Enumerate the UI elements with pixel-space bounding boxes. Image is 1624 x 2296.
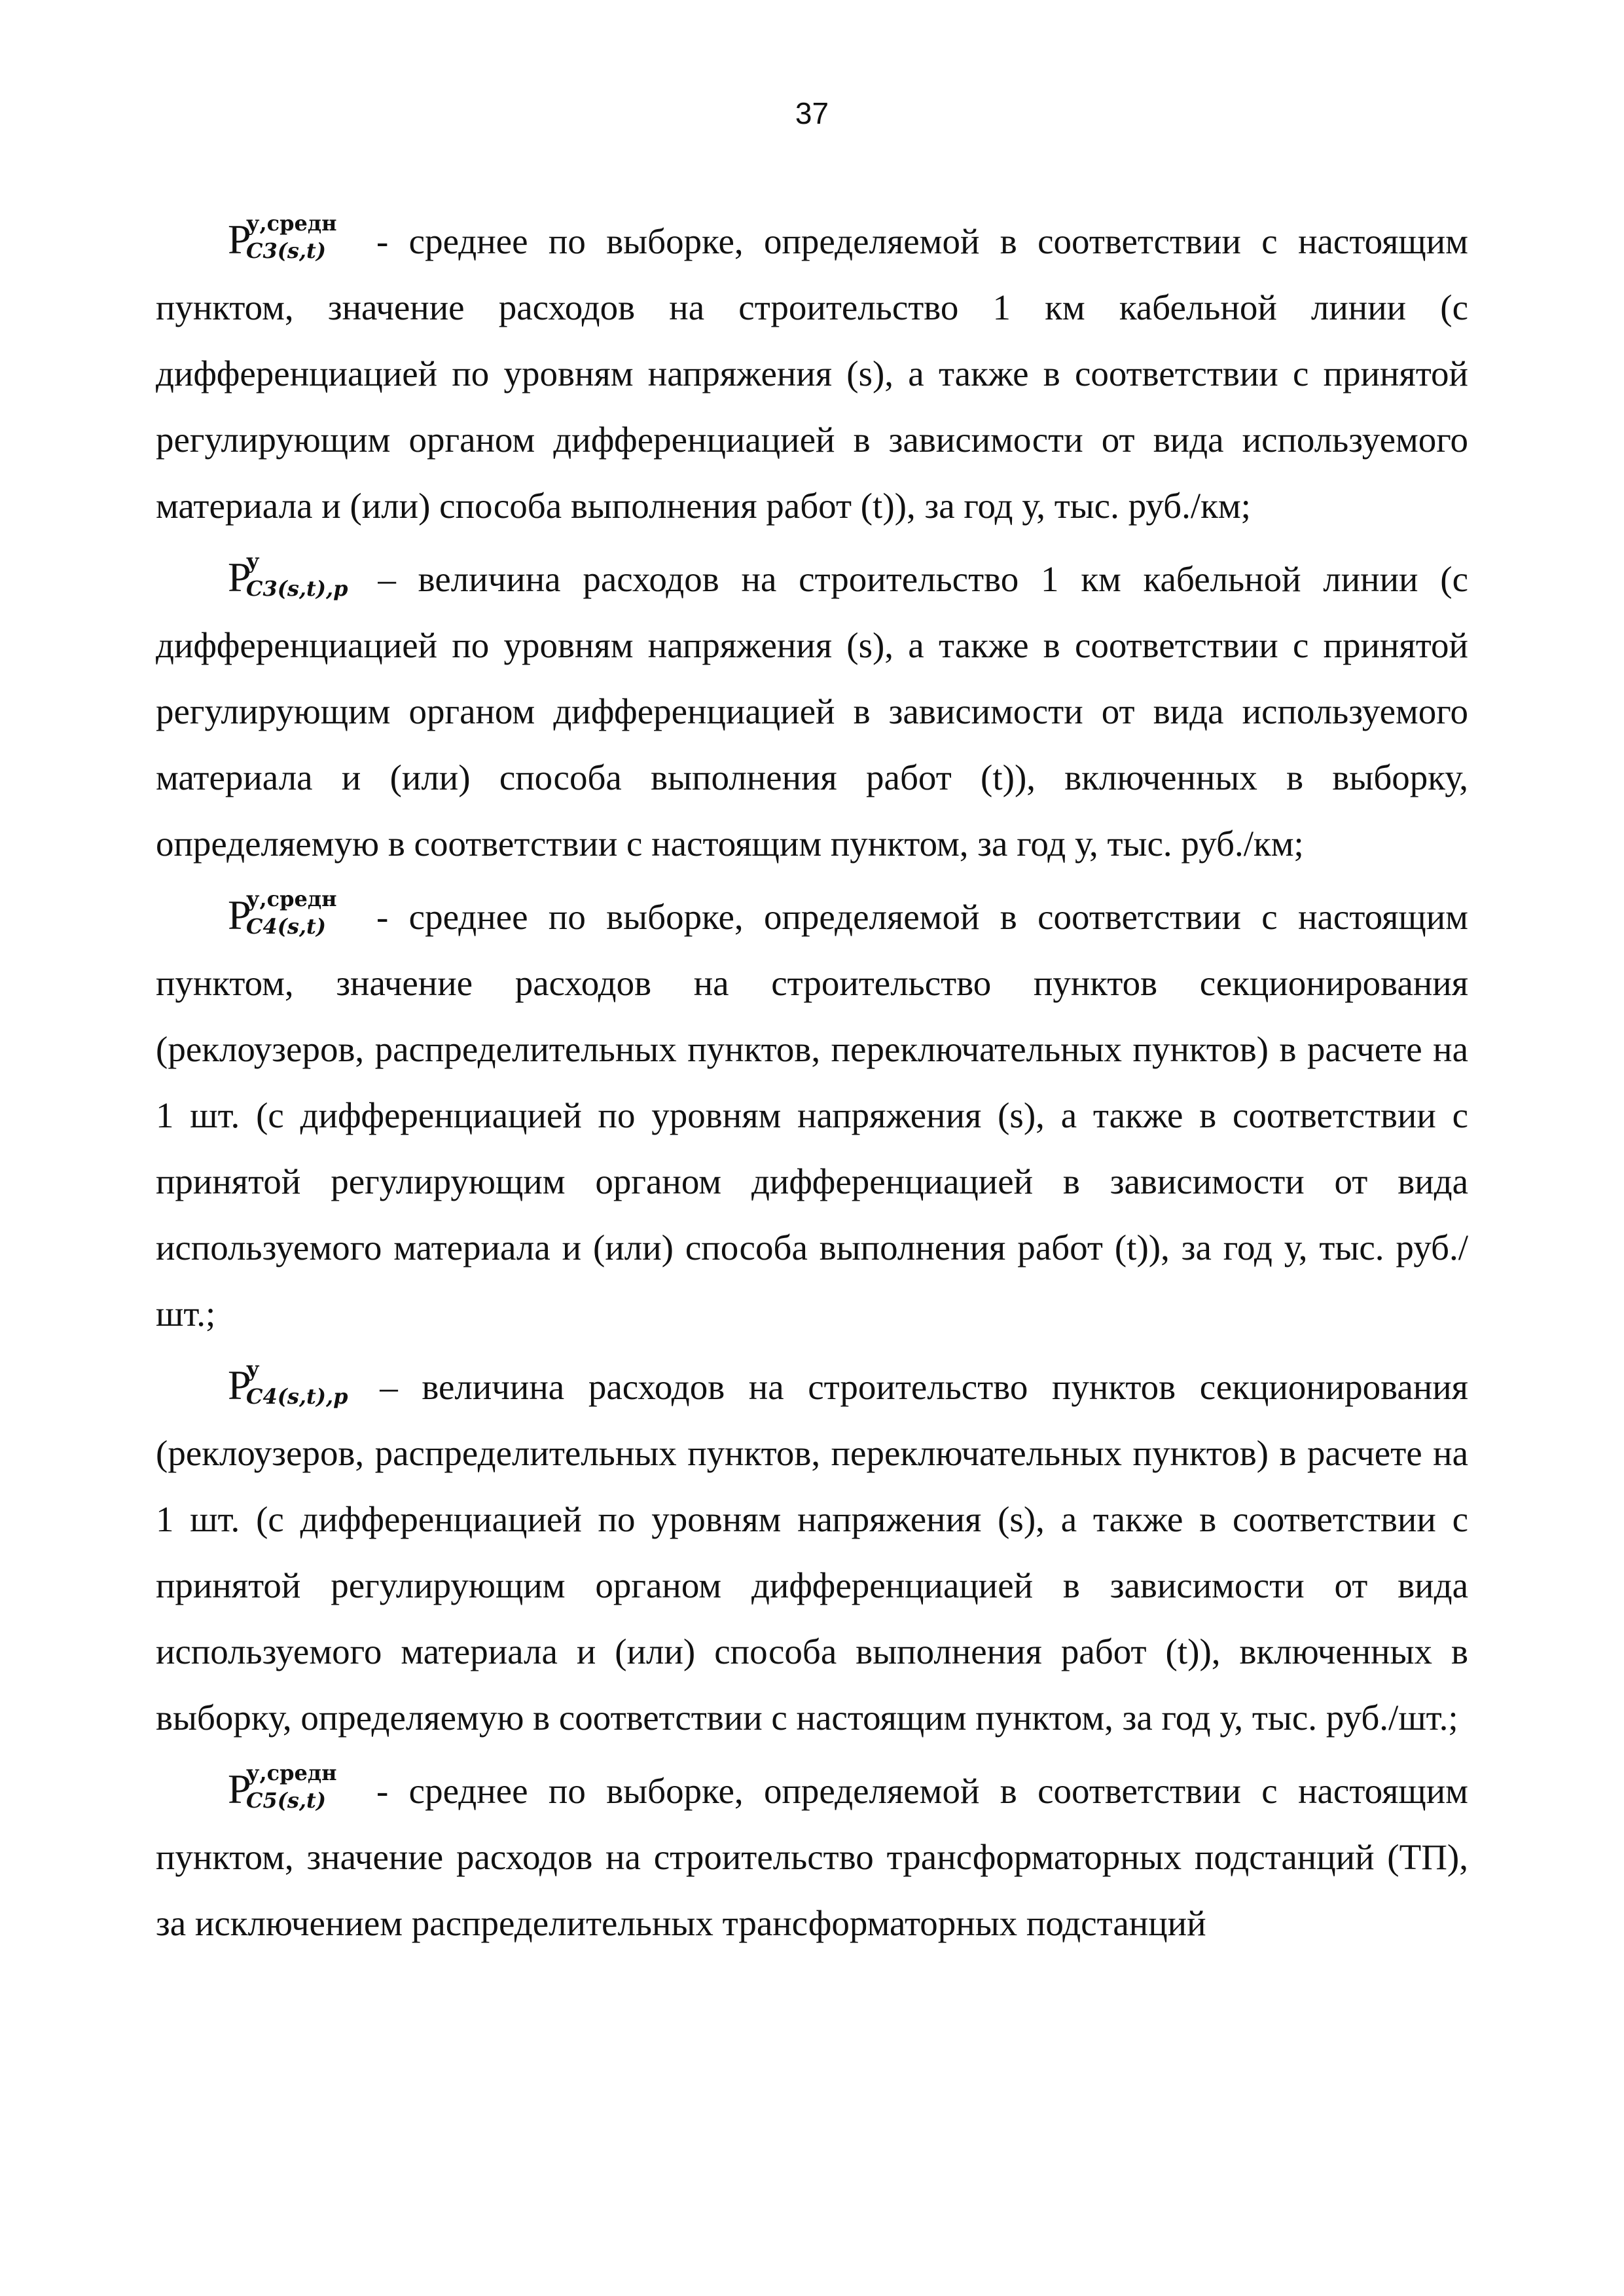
formula-symbol bbox=[228, 1756, 356, 1824]
symbol-base: P bbox=[228, 554, 251, 600]
formula-symbol bbox=[228, 882, 356, 950]
formula-symbol bbox=[228, 544, 356, 612]
page-number: 37 bbox=[795, 96, 829, 130]
definitions-list bbox=[156, 206, 1468, 1961]
symbol-subscript: C4(s,t),p bbox=[246, 1384, 348, 1409]
definition-paragraph bbox=[156, 544, 1468, 877]
symbol-superscript: у bbox=[246, 549, 260, 574]
symbol-subscript: C3(s,t),p bbox=[246, 576, 348, 601]
definition-text: – величина расходов на строительство пунктов секционирования (реклоузеров, распределительных пунктов, переключательных пунктов) в расчете на 1 шт. (с дифференциацией по уровням напряжения (s), а также в соответствии с принятой регулирующим органом дифференциацией в зависимости от вида используемого материала и (или) способа выполнения работ (t)), включенных в выборку, определяемую в соответствии с настоящим пунктом, за год у, тыс. руб./шт.; bbox=[156, 1367, 1468, 1738]
symbol-superscript: у,средн bbox=[246, 886, 337, 911]
symbol-subscript: C4(s,t) bbox=[246, 914, 326, 939]
symbol-subscript: C3(s,t) bbox=[246, 238, 326, 263]
symbol-base: P bbox=[228, 1362, 251, 1408]
symbol-superscript: у bbox=[246, 1357, 260, 1381]
definition-text: - среднее по выборке, определяемой в соответствии с настоящим пунктом, значение расходов на строительство трансформаторных подстанций (ТП), за исключением распределительных трансформаторных подстанций bbox=[156, 1771, 1468, 1943]
definition-text: – величина расходов на строительство 1 км кабельной линии (с дифференциацией по уровням напряжения (s), а также в соответствии с принятой регулирующим органом дифференциацией в зависимости от вида используемого материала и (или) способа выполнения работ (t)), включенных в выборку, определяемую в соответствии с настоящим пунктом, за год у, тыс. руб./км; bbox=[156, 559, 1468, 864]
symbol-base: P bbox=[228, 216, 251, 263]
symbol-base: P bbox=[228, 1766, 251, 1812]
definition-paragraph bbox=[156, 882, 1468, 1347]
definition-text: - среднее по выборке, определяемой в соответствии с настоящим пунктом, значение расходов на строительство пунктов секционирования (реклоузеров, распределительных пунктов, переключательных пунктов) в расчете на 1 шт. (с дифференциацией по уровням напряжения (s), а также в соответствии с принятой регулирующим органом дифференциацией в зависимости от вида используемого материала и (или) способа выполнения работ (t)), за год у, тыс. руб./шт.; bbox=[156, 897, 1468, 1334]
definition-text: - среднее по выборке, определяемой в соответствии с настоящим пунктом, значение расходов на строительство 1 км кабельной линии (с дифференциацией по уровням напряжения (s), а также в соответствии с принятой регулирующим органом дифференциацией в зависимости от вида используемого материала и (или) способа выполнения работ (t)), за год у, тыс. руб./км; bbox=[156, 221, 1468, 526]
symbol-subscript: C5(s,t) bbox=[246, 1788, 326, 1813]
definition-paragraph bbox=[156, 1352, 1468, 1751]
symbol-superscript: у,средн bbox=[246, 1760, 337, 1785]
definition-paragraph bbox=[156, 206, 1468, 539]
definition-paragraph bbox=[156, 1756, 1468, 1956]
formula-symbol bbox=[228, 1352, 356, 1420]
formula-symbol bbox=[228, 206, 356, 274]
symbol-superscript: у,средн bbox=[246, 211, 337, 236]
symbol-base: P bbox=[228, 892, 251, 938]
